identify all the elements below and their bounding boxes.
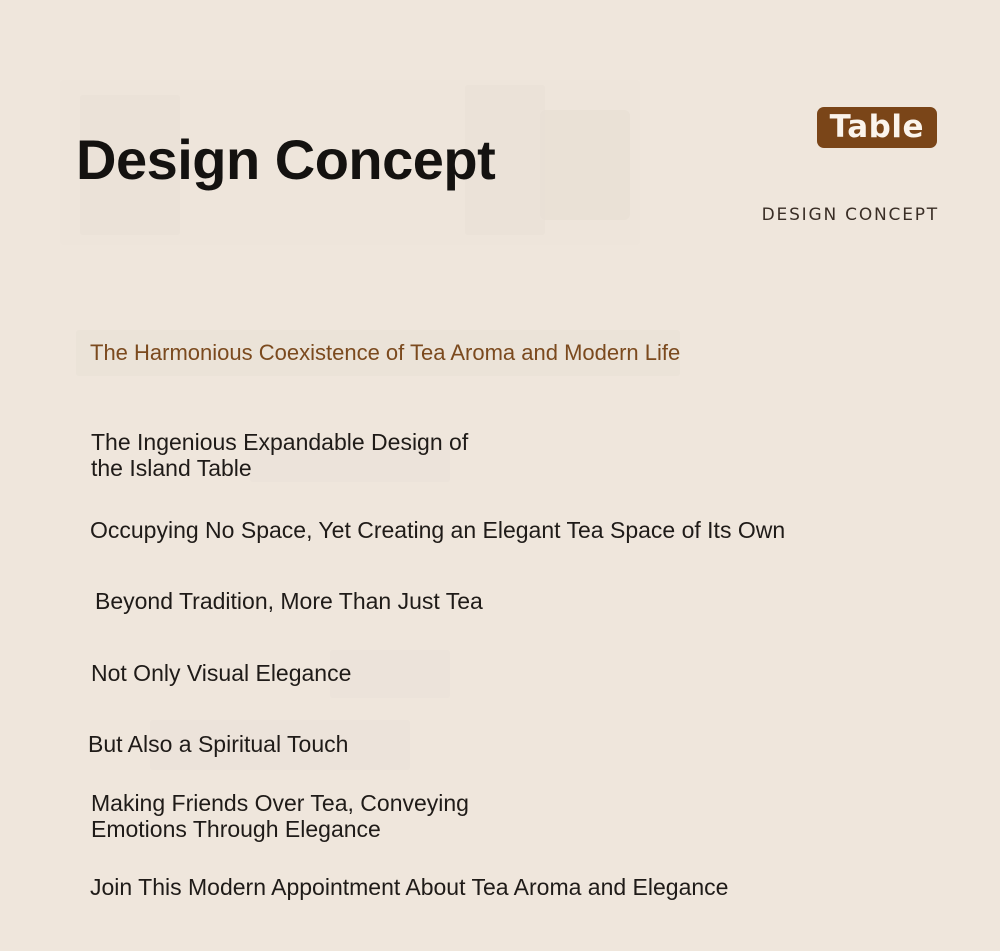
concept-line-6a: Making Friends Over Tea, Conveying [91,790,469,816]
concept-line-1a: The Ingenious Expandable Design of [91,429,469,455]
concept-line-3: Beyond Tradition, More Than Just Tea [95,588,483,614]
tagline: The Harmonious Coexistence of Tea Aroma and Modern Life [90,340,681,365]
concept-line-2: Occupying No Space, Yet Creating an Elegant Tea Space of Its Own [90,517,786,543]
concept-line-7: Join This Modern Appointment About Tea Aroma and Elegance [90,874,729,900]
concept-line-4: Not Only Visual Elegance [91,660,352,686]
concept-line-1b: the Island Table [91,455,252,481]
page-title: Design Concept [76,128,496,191]
concept-line-6b: Emotions Through Elegance [91,816,381,842]
page-subtitle: DESIGN CONCEPT [761,205,939,225]
concept-line-5: But Also a Spiritual Touch [88,731,349,757]
house-watermark-icon [540,110,630,220]
table-badge: Table [817,107,937,148]
